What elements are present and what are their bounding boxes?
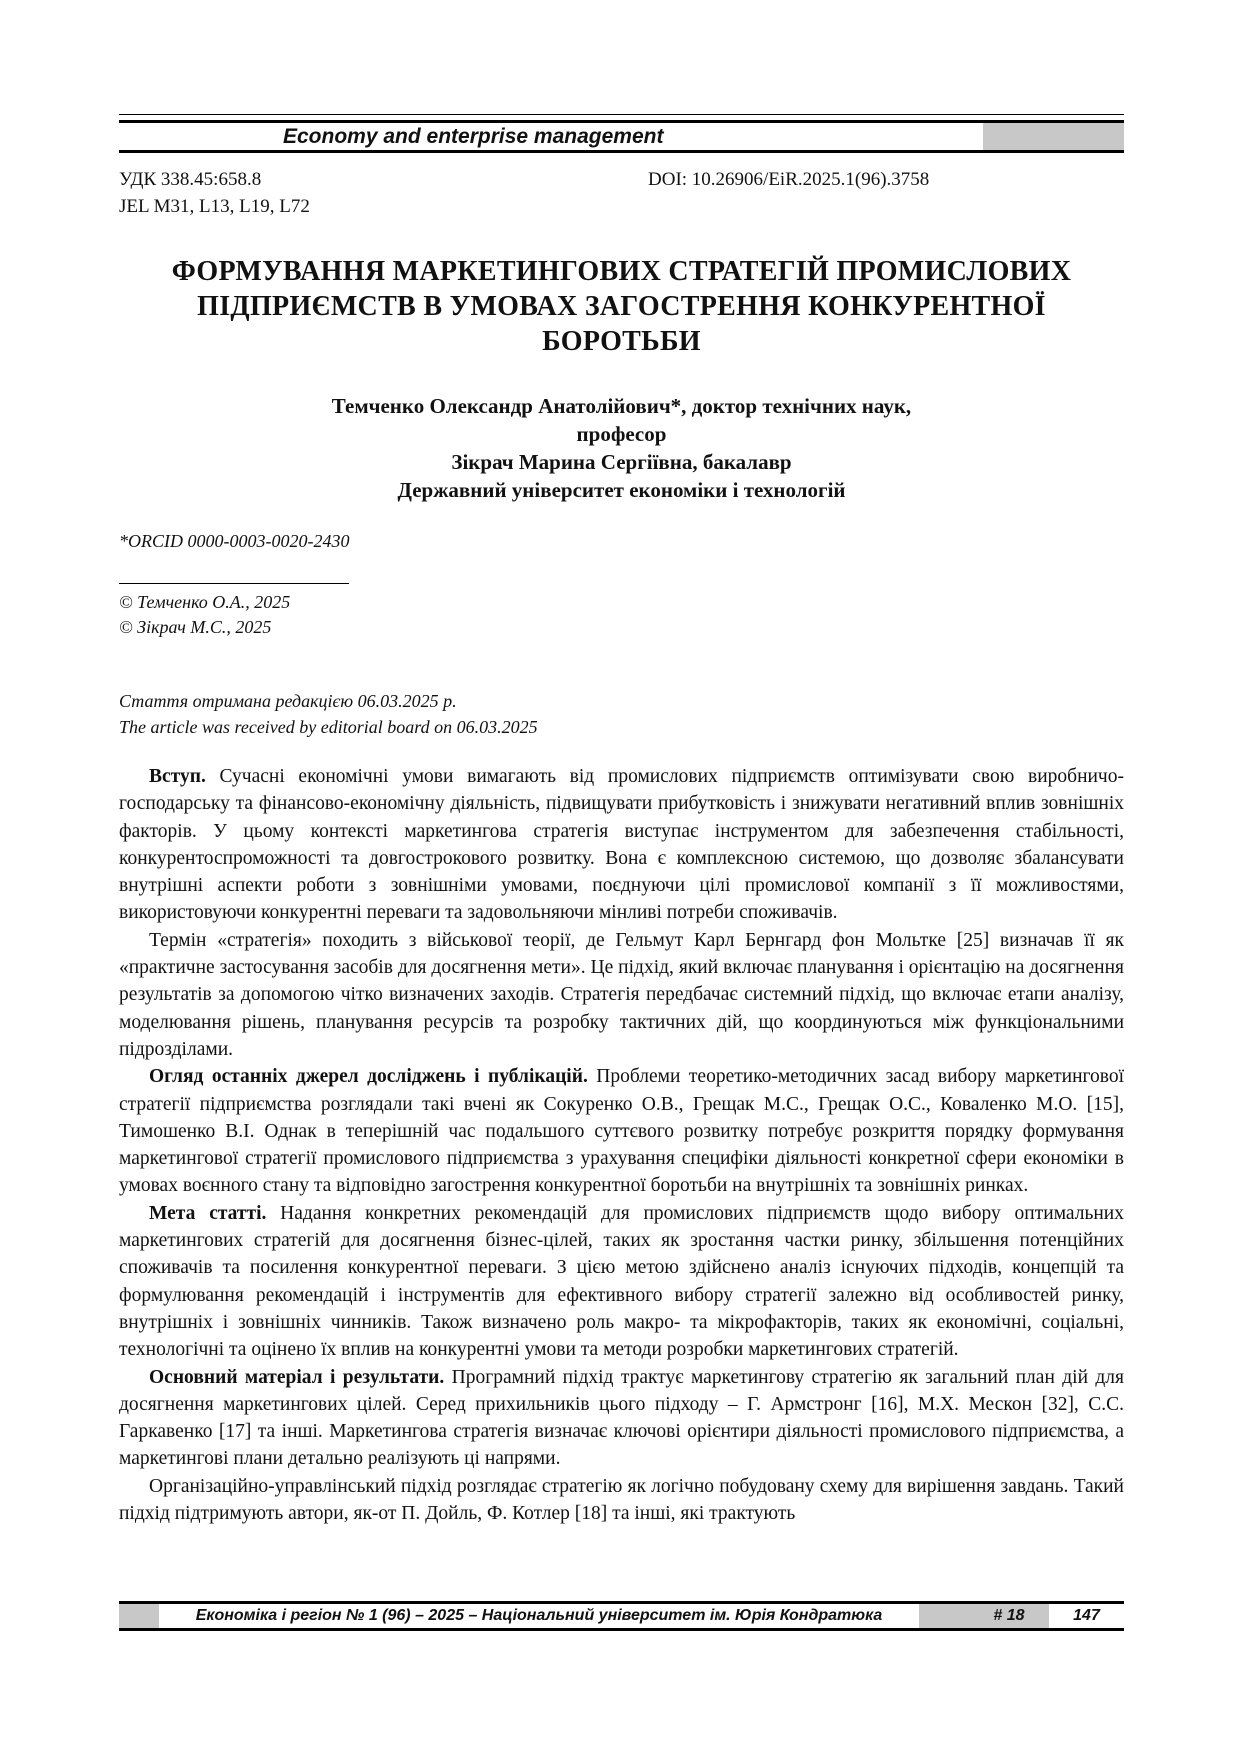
udc: УДК 338.45:658.8 bbox=[119, 169, 262, 190]
footnote-rule bbox=[119, 583, 349, 584]
running-header bbox=[119, 120, 1124, 153]
paragraph-heading: Мета статті. bbox=[149, 1202, 267, 1224]
footer-gray-left bbox=[119, 1604, 159, 1628]
authors-block bbox=[119, 392, 1124, 504]
paragraph-heading: Вступ. bbox=[149, 766, 206, 787]
author-line: Темченко Олександр Анатолійович*, доктор технічних наук, bbox=[331, 394, 912, 418]
paragraph-text: Організаційно-управлінський підхід розглядає стратегію як логічно побудовану схему для вирішення завдань. Такий підхід підтримують автори, як-от П. Дойль, Ф. Котлер [18] та інші, які трактують bbox=[119, 1475, 1124, 1525]
orcid: *ORCID 0000-0003-0020-2430 bbox=[119, 531, 350, 551]
received-ua: Стаття отримана редакцією 06.03.2025 р. bbox=[119, 691, 457, 711]
paragraph-review bbox=[119, 1063, 1124, 1199]
received-en: The article was received by editorial board on 06.03.2025 bbox=[119, 717, 538, 737]
footer-issue: # 18 bbox=[969, 1604, 1049, 1628]
doi: DOI: 10.26906/EiR.2025.1(96).3758 bbox=[648, 169, 930, 190]
paragraph-text: Програмний підхід трактує маркетингову стратегію як загальний план дій для досягнення маркетингових цілей. Серед прихильників цього підходу – Г. Армстронг [16], М.Х. Мескон [32], С.С. Гаркавенко [17] та інші. Маркетингова стратегія визначає ключові орієнтири діяльності промислового підприємства, а маркетингові плани детально реалізують ці напрями. bbox=[119, 1366, 1124, 1470]
paragraph-text: Термін «стратегія» походить з військової теорії, де Гельмут Карл Бернгард фон Мольтке [25] визначав її як «практичне застосування засобів для досягнення мети». Це підхід, який включає планування і орієнтацію на досягнення результатів за допомогою чітко визначених заходів. Стратегія передбачає системний підхід, що включає етапи аналізу, моделювання рішень, планування ресурсів та розробку тактичних дій, що координуються між функціональними підрозділами. bbox=[119, 929, 1124, 1060]
paragraph-aim bbox=[119, 1200, 1124, 1364]
footer-gray-mid bbox=[919, 1604, 969, 1628]
paragraph-intro bbox=[119, 763, 1124, 927]
paragraph-heading: Огляд останніх джерел досліджень і публікацій. bbox=[149, 1066, 588, 1088]
title-line: БОРОТЬБИ bbox=[542, 326, 701, 357]
section-title: Economy and enterprise management bbox=[283, 125, 664, 148]
author-line: Зікрач Марина Сергіївна, бакалавр bbox=[451, 450, 792, 474]
paragraph-approach bbox=[119, 1473, 1124, 1528]
author-line: професор bbox=[576, 422, 667, 446]
footer-journal: Економіка і регіон № 1 (96) – 2025 – Національний університет ім. Юрія Кондратюка bbox=[195, 1607, 883, 1624]
affiliation: Державний університет економіки і технологій bbox=[397, 478, 846, 502]
jel: JEL M31, L13, L19, L72 bbox=[119, 196, 310, 217]
copyright-1: © Темченко О.А., 2025 bbox=[119, 592, 291, 612]
paragraph-heading: Основний матеріал і результати. bbox=[149, 1366, 445, 1388]
paragraph-text: Проблеми теоретико-методичних засад вибору маркетингової стратегії підприємства розглядали такі вчені як Сокуренко О.В., Грещак М.С., Грещак О.С., Коваленко М.О. [15], Тимошенко В.І. Однак в теперішній час подальшого суттєвого розвитку потребує розкриття порядку формування маркетингової стратегії промислового підприємства з урахування специфіки діяльності конкретної сфери економіки в умовах воєнного стану та відповідно загострення конкурентної боротьби на внутрішніх та зовнішніх ринках. bbox=[119, 1066, 1125, 1197]
paragraph-results bbox=[119, 1364, 1124, 1473]
paragraph-text: Сучасні економічні умови вимагають від промислових підприємств оптимізувати свою виробничо-господарську та фінансово-економічну діяльність, підвищувати прибутковість і знижувати негативний вплив зовнішніх факторів. У цьому контексті маркетингова стратегія виступає інструментом для забезпечення стабільності, конкурентоспроможності та довгострокового розвитку. Вона є комплексною системою, що дозволяє збалансувати внутрішні аспекти роботи з зовнішніми умовами, поєднуючи цілі промислової компанії з її можливостями, використовуючи конкурентні переваги та задовольняючи мінливі потреби споживачів. bbox=[119, 766, 1124, 924]
received-note bbox=[119, 688, 538, 740]
header-top-rule bbox=[119, 114, 1124, 115]
copyright-2: © Зікрач М.С., 2025 bbox=[119, 617, 272, 637]
title-line: ПІДПРИЄМСТВ В УМОВАХ ЗАГОСТРЕННЯ КОНКУРЕНТНОЇ bbox=[197, 291, 1046, 322]
article-body bbox=[119, 763, 1124, 1527]
paragraph-strategy bbox=[119, 927, 1124, 1063]
header-gray-block bbox=[983, 123, 1124, 150]
paragraph-text: Надання конкретних рекомендацій для промислових підприємств щодо вибору оптимальних маркетингових стратегій для досягнення бізнес-цілей, таких як зростання частки ринку, збільшення потенційних споживачів та посилення конкурентної переваги. З цією метою здійснено аналіз існуючих підходів, концепцій та формулювання рекомендацій і інструментів для ефективного вибору стратегії залежно від особливостей ринку, внутрішніх і зовнішніх чинників. Також визначено роль макро- та мікрофакторів, таких як економічні, соціальні, технологічні та оцінено їх вплив на конкурентні умови та методи розробки маркетингових стратегій. bbox=[119, 1202, 1124, 1361]
page-number: 147 bbox=[1073, 1607, 1100, 1624]
header-spacer bbox=[119, 123, 279, 150]
article-title bbox=[119, 254, 1124, 359]
running-footer bbox=[119, 1601, 1124, 1631]
title-line: ФОРМУВАННЯ МАРКЕТИНГОВИХ СТРАТЕГІЙ ПРОМИСЛОВИХ bbox=[171, 256, 1072, 287]
